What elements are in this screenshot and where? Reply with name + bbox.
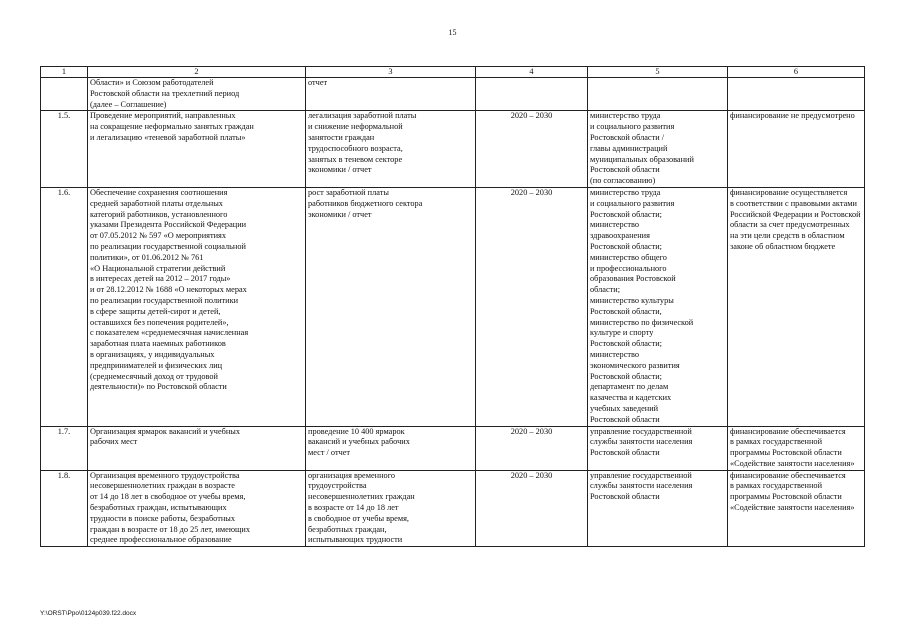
table-row xyxy=(41,470,865,547)
row-number: 1.8. xyxy=(41,470,88,547)
executor-cell: министерство труда и социального развития Ростовской области / главы администраций муниципальных образований Ростовской области (по согласованию) xyxy=(588,111,728,188)
table-header-row xyxy=(41,67,865,78)
table-row xyxy=(41,78,865,111)
period-cell: 2020 – 2030 xyxy=(476,470,588,547)
column-header: 3 xyxy=(306,67,476,78)
measure-cell: Области» и Союзом работодателей Ростовской области на трехлетний период (далее – Соглашение) xyxy=(88,78,306,111)
table-row xyxy=(41,111,865,188)
executor-cell: управление государственной службы занятости населения Ростовской области xyxy=(588,426,728,470)
period-cell: 2020 – 2030 xyxy=(476,187,588,426)
row-number xyxy=(41,78,88,111)
period-cell xyxy=(476,78,588,111)
period-cell: 2020 – 2030 xyxy=(476,426,588,470)
period-cell: 2020 – 2030 xyxy=(476,111,588,188)
row-number: 1.5. xyxy=(41,111,88,188)
column-header: 4 xyxy=(476,67,588,78)
column-header: 5 xyxy=(588,67,728,78)
row-number: 1.6. xyxy=(41,187,88,426)
executor-cell: управление государственной службы занятости населения Ростовской области xyxy=(588,470,728,547)
column-header: 6 xyxy=(728,67,865,78)
measure-cell: Организация временного трудоустройства несовершеннолетних граждан в возрасте от 14 до 18 лет в свободное от учебы время, безработных граждан, испытывающих трудности в поиске работы, безработных граждан в возрасте от 18 до 25 лет, имеющих среднее профессиональное образование xyxy=(88,470,306,547)
result-cell: рост заработной платы работников бюджетного сектора экономики / отчет xyxy=(306,187,476,426)
measure-cell: Проведение мероприятий, направленных на сокращение неформально занятых граждан и легализацию «теневой заработной платы» xyxy=(88,111,306,188)
executor-cell xyxy=(588,78,728,111)
measure-cell: Организация ярмарок вакансий и учебных рабочих мест xyxy=(88,426,306,470)
result-cell: легализация заработной платы и снижение неформальной занятости граждан трудоспособного возраста, занятых в теневом секторе экономики / отчет xyxy=(306,111,476,188)
executor-cell: министерство труда и социального развития Ростовской области; министерство здравоохранения Ростовской области; министерство общего и профессионального образования Ростовской области; министерство культуры Ростовской области, министерство по физической культуре и спорту Ростовской области; министерство экономического развития Ростовской области; департамент по делам казачества и кадетских учебных заведений Ростовской области xyxy=(588,187,728,426)
column-header: 1 xyxy=(41,67,88,78)
financing-cell: финансирование не предусмотрено xyxy=(728,111,865,188)
page-number: 15 xyxy=(448,28,457,37)
column-header: 2 xyxy=(88,67,306,78)
measure-cell: Обеспечение сохранения соотношения средней заработной платы отдельных категорий работников, установленного указами Президента Российской Федерации от 07.05.2012 № 597 «О мероприятиях по реализации государственной социальной политики», от 01.06.2012 № 761 «О Национальной стратегии действий в интересах детей на 2012 – 2017 годы» и от 28.12.2012 № 1688 «О некоторых мерах по реализации государственной политики в сфере защиты детей-сирот и детей, оставшихся без попечения родителей», с показателем «среднемесячная начисленная заработная плата наемных работников в организациях, у индивидуальных предпринимателей и физических лиц (среднемесячный доход от трудовой деятельности)» по Ростовской области xyxy=(88,187,306,426)
table-row xyxy=(41,426,865,470)
financing-cell: финансирование обеспечивается в рамках государственной программы Ростовской области «Содействие занятости населения» xyxy=(728,470,865,547)
result-cell: организация временного трудоустройства несовершеннолетних граждан в возрасте от 14 до 18 лет в свободное от учебы время, безработных граждан, испытывающих трудности xyxy=(306,470,476,547)
table-row xyxy=(41,187,865,426)
financing-cell: финансирование обеспечивается в рамках государственной программы Ростовской области «Содействие занятости населения» xyxy=(728,426,865,470)
row-number: 1.7. xyxy=(41,426,88,470)
footer-file-path: Y:\ORST\Ppo\0124p039.f22.docx xyxy=(40,610,137,617)
measures-table xyxy=(40,66,865,547)
financing-cell xyxy=(728,78,865,111)
financing-cell: финансирование осуществляется в соответствии с правовыми актами Российской Федерации и Ростовской области за счет предусмотренных на эти цели средств в областном законе об областном бюджете xyxy=(728,187,865,426)
result-cell: проведение 10 400 ярмарок вакансий и учебных рабочих мест / отчет xyxy=(306,426,476,470)
result-cell: отчет xyxy=(306,78,476,111)
